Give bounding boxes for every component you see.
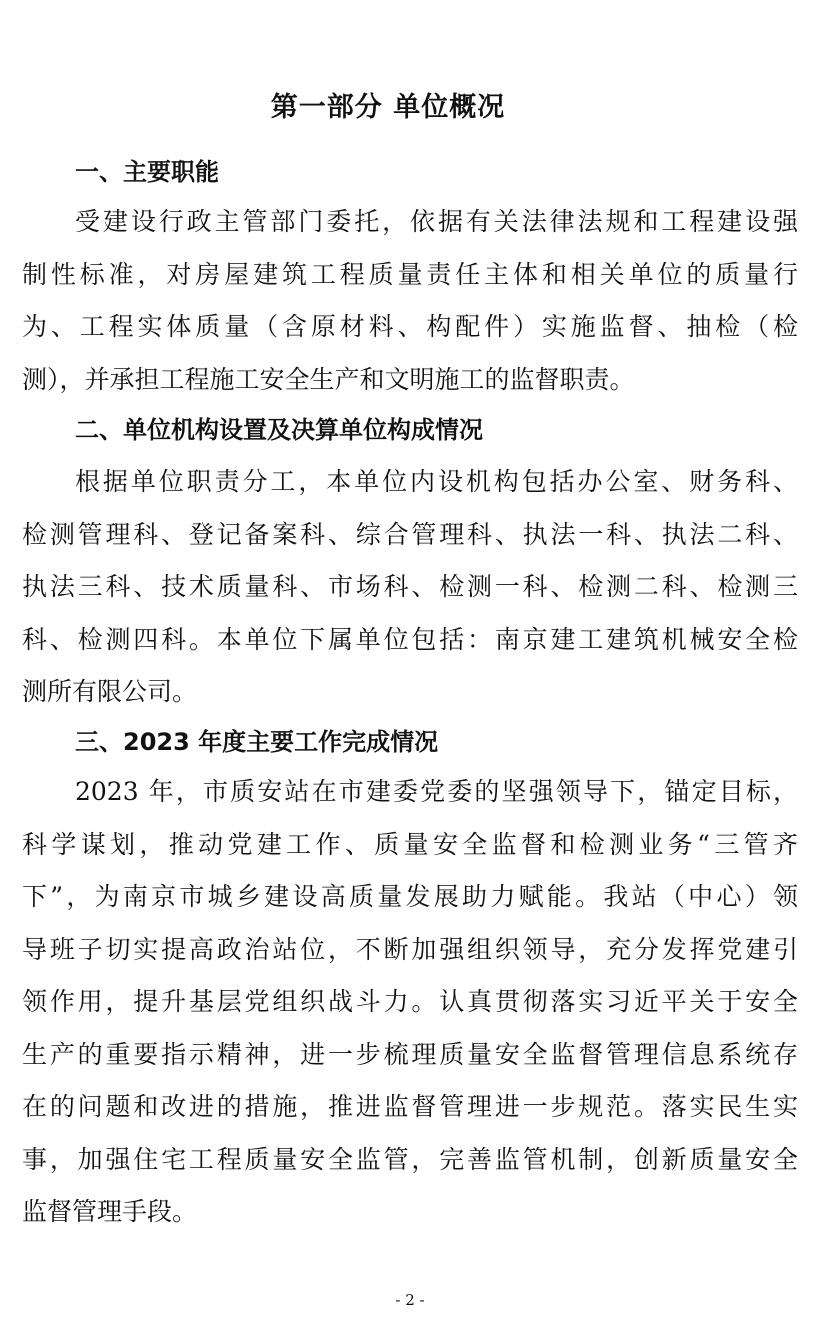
paragraph-line: 测所有限公司。 [22,677,198,706]
paragraph-line: 根据单位职责分工，本单位内设机构包括办公室、财务科、 [75,467,798,496]
paragraph-line: 执法三科、技术质量科、市场科、检测一科、检测二科、检测三 [22,572,798,601]
page-title: 第一部分 单位概况 [270,92,506,123]
section-body-1 [22,196,798,406]
paragraph-line: 科、检测四科。本单位下属单位包括：南京建工建筑机械安全检 [22,624,798,654]
paragraph-line: 2023 年，市质安站在市建委党委的坚强领导下，锚定目标， [75,777,798,806]
paragraph-line: 制性标准，对房屋建筑工程质量责任主体和相关单位的质量行 [22,259,798,289]
section-body-3 [22,766,798,1239]
section-heading-2: 二、单位机构设置及决算单位构成情况 [75,416,483,444]
section-body-2 [22,456,798,719]
paragraph-line: 事，加强住宅工程质量安全监管，完善监管机制，创新质量安全 [22,1144,798,1174]
paragraph-line: 监督管理手段。 [22,1197,198,1226]
paragraph-line: 生产的重要指示精神，进一步梳理质量安全监督管理信息系统存 [22,1039,798,1069]
section-heading-1: 一、主要职能 [75,158,219,186]
paragraph-line: 科学谋划，推动党建工作、质量安全监督和检测业务“三管齐 [22,829,798,859]
paragraph-line: 下”，为南京市城乡建设高质量发展助力赋能。我站（中心）领 [22,882,798,911]
section-heading-3: 三、2023 年度主要工作完成情况 [75,728,439,756]
paragraph-line: 为、工程实体质量（含原材料、构配件）实施监督、抽检（检 [22,312,798,341]
paragraph-line: 受建设行政主管部门委托，依据有关法律法规和工程建设强 [75,207,798,236]
paragraph-line: 导班子切实提高政治站位，不断加强组织领导，充分发挥党建引 [22,934,798,964]
paragraph-line: 测），并承担工程施工安全生产和文明施工的监督职责。 [22,364,635,394]
paragraph-line: 检测管理科、登记备案科、综合管理科、执法一科、执法二科、 [22,519,798,549]
page-number: - 2 - [395,1291,425,1309]
paragraph-line: 领作用，提升基层党组织战斗力。认真贯彻落实习近平关于安全 [22,987,798,1016]
paragraph-line: 在的问题和改进的措施，推进监督管理进一步规范。落实民生实 [22,1092,798,1121]
